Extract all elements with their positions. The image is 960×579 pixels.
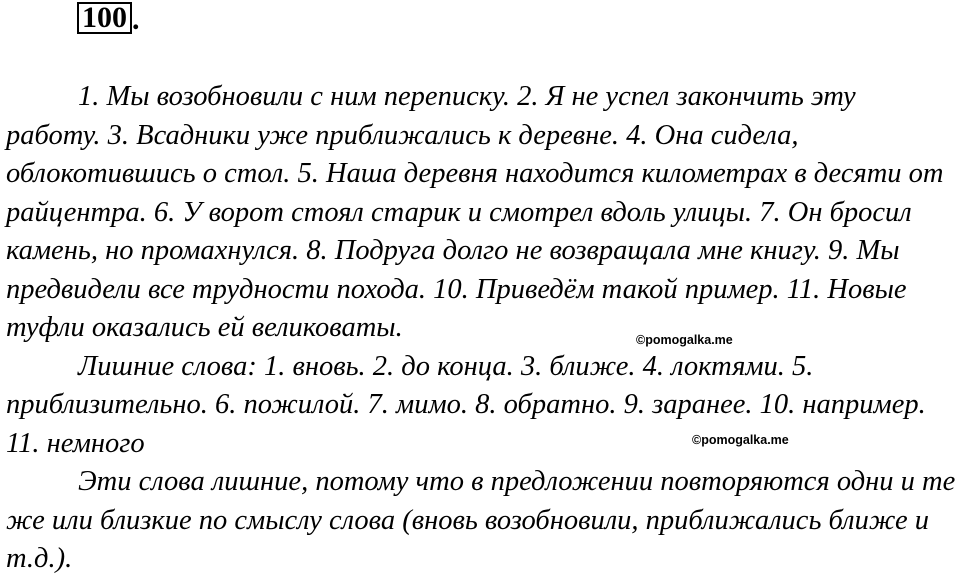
paragraph-extra-words: Лишние слова: 1. вновь. 2. до конца. 3. ближе. 4. локтями. 5. приблизительно. 6. пожилой. 7. мимо. 8. обратно. 9. заранее. 10. например. 11. немного bbox=[6, 350, 926, 459]
task-number-box: 100 bbox=[77, 2, 132, 34]
task-number bbox=[77, 1, 140, 36]
watermark-top: ©pomogalka.me bbox=[636, 333, 733, 347]
task-number-dot: . bbox=[132, 3, 140, 36]
paragraph-sentences: 1. Мы возобновили с ним переписку. 2. Я не успел закончить эту работу. 3. Всадники уже приближались к деревне. 4. Она сидела, облокотившись о стол. 5. Наша деревня находится километрах в десяти от райцентра. 6. У ворот стоял старик и смотрел вдоль улицы. 7. Он бросил камень, но промахнулся. 8. Подруга долго не возвращала мне книгу. 9. Мы предвидели все трудности похода. 10. Приведём такой пример. 11. Новые туфли оказались ей великоваты. bbox=[6, 81, 944, 343]
answer-text bbox=[6, 78, 956, 579]
paragraph-explanation: Эти слова лишние, потому что в предложении повторяются одни и те же или близкие по смыслу слова (вновь возобновили, приближались ближе и т.д.). bbox=[6, 466, 956, 574]
watermark-bottom: ©pomogalka.me bbox=[692, 433, 789, 447]
